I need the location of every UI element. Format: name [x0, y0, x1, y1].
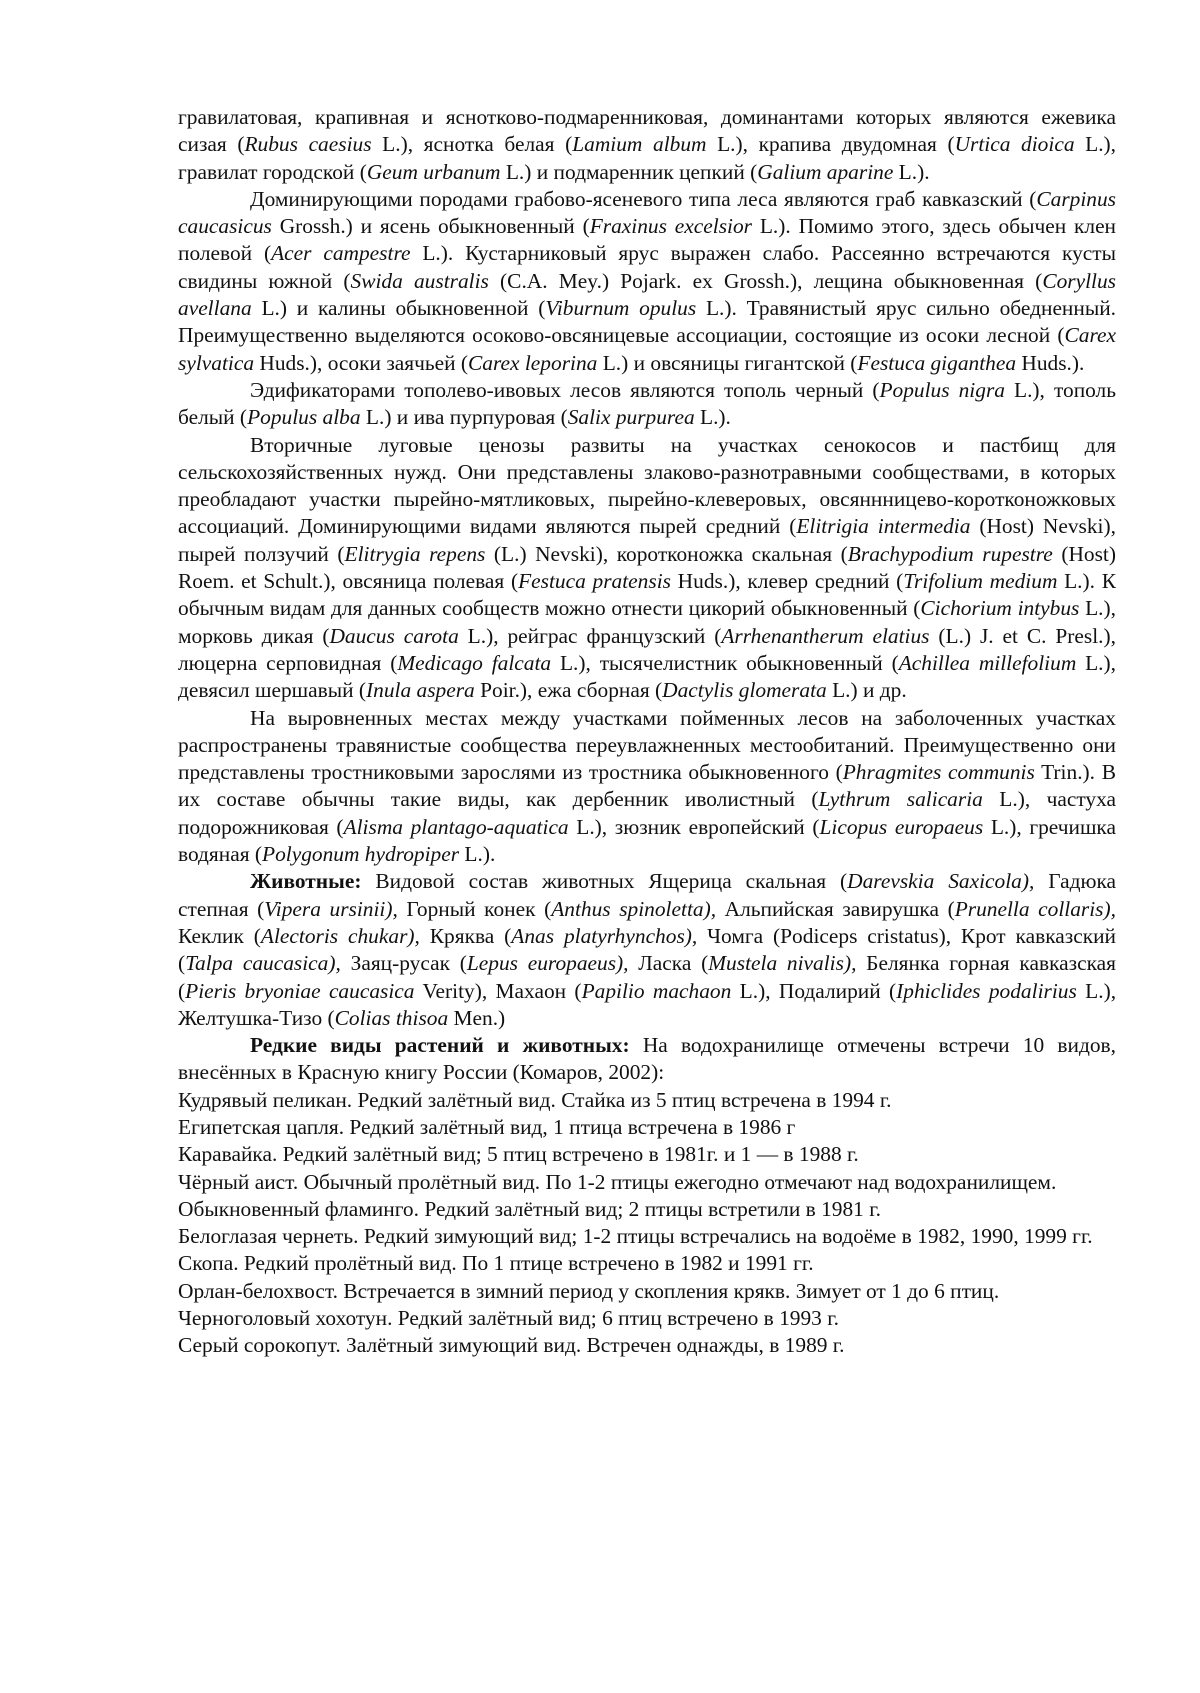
latin-species-name: Galium aparine: [757, 159, 894, 184]
text-run: L.), рейграс французский (: [458, 623, 722, 648]
text-run: L.) и овсяницы гигантской (: [597, 350, 858, 375]
text-run: На водохранилище отмечены встречи 10 видов, внесённых в Красную книгу России (Комаров, 2002):: [178, 1033, 1117, 1085]
paragraph: [178, 868, 1116, 1032]
latin-species-name: Alisma plantago-aquatica: [343, 814, 569, 839]
latin-species-name: Darevskia Saxicola),: [847, 869, 1035, 894]
text-run: L.), Желтушка-Тизо (: [178, 978, 1117, 1030]
text-run: L.). К обычным видам для данных сообществ можно отнести цикорий обыкновенный (: [178, 569, 1116, 621]
text-run: L.), яснотка белая (: [371, 132, 573, 157]
text-run: Доминирующими породами грабово-ясеневого типа леса являются граб кавказский (: [250, 186, 1037, 211]
latin-species-name: Elitrygia repens: [344, 541, 486, 566]
text-run: L.), гравилат городской (: [178, 132, 1117, 184]
section-heading: Редкие виды растений и животных:: [250, 1033, 630, 1058]
species-list-item: Орлан-белохвост. Встречается в зимний период у скопления крякв. Зимует от 1 до 6 птиц.: [178, 1278, 1000, 1303]
latin-species-name: Festuca giganthea: [857, 350, 1017, 375]
latin-species-name: Medicago falcata: [397, 650, 552, 675]
latin-species-name: Urtica dioica: [954, 132, 1075, 157]
text-run: L.), зюзник европейский (: [568, 814, 820, 839]
text-run: L.).: [694, 405, 731, 430]
text-run: L.), девясил шершавый (: [178, 650, 1117, 703]
text-run: L.). Травянистый ярус сильно обедненный. Преимущественно выделяются осоково-овсяницевые ассоциации, состоящие из осоки лесной (: [178, 296, 1116, 348]
latin-species-name: Achillea millefolium: [898, 650, 1077, 675]
text-run: Заяц-русак (: [340, 951, 467, 976]
paragraph: [178, 432, 1116, 705]
species-list-item: Чёрный аист. Обычный пролётный вид. По 1-2 птицы ежегодно отмечают над водохранилищем.: [178, 1169, 1057, 1194]
text-run: Эдификаторами тополево-ивовых лесов являются тополь черный (: [250, 377, 880, 402]
latin-species-name: Vipera ursinii),: [264, 896, 398, 921]
text-run: L.).: [893, 159, 930, 184]
text-run: гравилатовая, крапивная и яснотково-подмаренниковая, доминантами которых являются ежевика сизая (: [178, 105, 1116, 157]
text-run: L.), тысячелистник обыкновенный (: [551, 650, 899, 675]
latin-species-name: Geum urbanum: [366, 159, 501, 184]
species-list-item: Обыкновенный фламинго. Редкий залётный вид; 2 птицы встретили в 1981 г.: [178, 1196, 881, 1221]
text-run: Кеклик (: [178, 923, 261, 948]
species-list-item: Скопа. Редкий пролётный вид. По 1 птице встречено в 1982 и 1991 гг.: [178, 1251, 814, 1276]
latin-species-name: Polygonum hydropiper: [262, 842, 460, 867]
latin-species-name: Iphiclides podalirius: [896, 978, 1077, 1003]
latin-species-name: Alectoris chukar),: [260, 923, 420, 948]
text-run: Huds.), клевер средний (: [670, 569, 904, 594]
latin-species-name: Populus alba: [247, 405, 361, 430]
text-run: Чомга (Podiceps cristatus), Крот кавказский (: [178, 923, 1117, 976]
text-run: Кряква (: [419, 923, 512, 948]
species-list-item: Кудрявый пеликан. Редкий залётный вид. Стайка из 5 птиц встречена в 1994 г.: [178, 1087, 892, 1112]
text-run: Вторичные луговые ценозы развиты на участках сенокосов и пастбищ для сельскохозяйственных нужд. Они представлены злаково-разнотравными сообществами, в которых преобладают участки пырейно-мятликовых, пырейно-клеверовых, овсяннницево-коротконожковых ассоциаций. Доминирующими видами являются пырей средний (: [178, 432, 1116, 539]
paragraph: [178, 104, 1116, 186]
text-run: L.), частуха подорожниковая (: [178, 787, 1117, 839]
text-run: (L.) Nevski), коротконожка скальная (: [485, 541, 848, 566]
text-run: L.), морковь дикая (: [178, 596, 1116, 648]
latin-species-name: Viburnum opulus: [545, 296, 697, 321]
rare-species-list: [178, 1087, 1116, 1360]
text-run: L.). Помимо этого, здесь обычен клен полевой (: [178, 214, 1117, 266]
latin-species-name: Phragmites communis: [842, 760, 1035, 785]
latin-species-name: Rubus caesius: [244, 132, 372, 157]
latin-species-name: Salix purpurea: [567, 405, 695, 430]
latin-species-name: Prunella collaris),: [954, 896, 1116, 921]
body-paragraphs: [178, 104, 1116, 1087]
text-run: L.), тополь белый (: [178, 377, 1116, 430]
latin-species-name: Papilio machaon: [581, 978, 732, 1003]
text-run: Verity), Махаон (: [414, 978, 582, 1003]
text-run: Huds.).: [1016, 350, 1085, 375]
text-run: L.). Кустарниковый ярус выражен слабо. Рассеянно встречаются кусты свидины южной (: [178, 241, 1116, 293]
paragraph: [178, 705, 1116, 869]
latin-species-name: Cichorium intybus: [920, 596, 1080, 621]
text-run: Men.): [448, 1005, 506, 1030]
text-run: Белянка горная кавказская (: [178, 951, 1116, 1003]
text-run: Гадюка степная (: [178, 869, 1117, 921]
latin-species-name: Trifolium medium: [903, 569, 1058, 594]
species-list-item: Каравайка. Редкий залётный вид; 5 птиц встречено в 1981г. и 1 — в 1988 г.: [178, 1142, 859, 1167]
latin-species-name: Swida australis: [350, 268, 489, 293]
species-list-item: Черноголовый хохотун. Редкий залётный вид; 6 птиц встречено в 1993 г.: [178, 1306, 839, 1331]
text-run: L.) и ива пурпуровая (: [360, 405, 568, 430]
latin-species-name: Brachypodium rupestre: [847, 541, 1053, 566]
latin-species-name: Coryllus avellana: [178, 268, 1116, 321]
species-list-item: Египетская цапля. Редкий залётный вид, 1 птица встречена в 1986 г: [178, 1114, 796, 1139]
latin-species-name: Lamium album: [572, 132, 707, 157]
text-run: Ласка (: [628, 951, 709, 976]
text-run: На выровненных местах между участками пойменных лесов на заболоченных участках распространены травянистые сообщества переувлажненных местообитаний. Преимущественно они представлены тростниковыми зарослями из тростника обыкновенного (: [178, 705, 1116, 785]
text-run: (L.) J. et C. Presl.), люцерна серповидная (: [178, 623, 1116, 675]
latin-species-name: Talpa caucasica),: [185, 951, 341, 976]
text-run: Trin.). В их составе обычны такие виды, как дербенник иволистный (: [178, 760, 1116, 812]
latin-species-name: Acer campestre: [271, 241, 411, 266]
latin-species-name: Lythrum salicaria: [818, 787, 983, 812]
latin-species-name: Carex sylvatica: [178, 323, 1116, 375]
latin-species-name: Dactylis glomerata: [662, 678, 827, 703]
latin-species-name: Daucus carota: [329, 623, 459, 648]
latin-species-name: Lepus europaeus),: [466, 951, 629, 976]
text-run: (C.A. Mey.) Pojark. ex Grossh.), лещина обыкновенная (: [488, 268, 1043, 293]
text-run: L.), крапива двудомная (: [706, 132, 955, 157]
text-run: Grossh.) и ясень обыкновенный (: [271, 214, 590, 239]
latin-species-name: Anthus spinoletta),: [551, 896, 717, 921]
text-run: L.), Подалирий (: [731, 978, 897, 1003]
text-run: L.) и калины обыкновенной (: [251, 296, 546, 321]
text-run: Huds.), осоки заячьей (: [254, 350, 469, 375]
latin-species-name: Carex leporina: [468, 350, 598, 375]
latin-species-name: Mustela nivalis),: [708, 951, 857, 976]
species-list-item: Белоглазая чернеть. Редкий зимующий вид; 1-2 птицы встречались на водоёме в 1982, 1990, 1999 гг.: [178, 1224, 1093, 1249]
section-heading: Животные:: [250, 869, 362, 894]
latin-species-name: Arrhenantherum elatius: [721, 623, 930, 648]
latin-species-name: Colias thisoa: [334, 1005, 449, 1030]
paragraph: [178, 1032, 1116, 1087]
text-run: Горный конек (: [397, 896, 552, 921]
latin-species-name: Pieris bryoniae caucasica: [185, 978, 415, 1003]
text-run: Альпийская завирушка (: [716, 896, 955, 921]
latin-species-name: Populus nigra: [879, 377, 1005, 402]
latin-species-name: Festuca pratensis: [518, 569, 671, 594]
paragraph: [178, 186, 1116, 377]
text-run: Видовой состав животных Ящерица скальная (: [361, 869, 848, 894]
text-run: (Host) Roem. et Schult.), овсяница полевая (: [178, 541, 1116, 594]
text-run: L.) и подмаренник цепкий (: [500, 159, 758, 184]
text-run: Poir.), ежа сборная (: [474, 678, 663, 703]
species-list-item: Серый сорокопут. Залётный зимующий вид. Встречен однажды, в 1989 г.: [178, 1333, 845, 1358]
text-run: L.), гречишка водяная (: [178, 814, 1116, 867]
text-run: (Host) Nevski), пырей ползучий (: [178, 514, 1116, 566]
document-page: [178, 104, 1116, 1360]
latin-species-name: Carpinus caucasicus: [178, 186, 1116, 239]
text-run: L.).: [459, 842, 496, 867]
text-run: L.) и др.: [826, 678, 907, 703]
latin-species-name: Fraxinus excelsior: [589, 214, 752, 239]
paragraph: [178, 377, 1116, 432]
latin-species-name: Elitrigia intermedia: [796, 514, 971, 539]
latin-species-name: Inula aspera: [366, 678, 475, 703]
latin-species-name: Anas platyrhynchos),: [511, 923, 698, 948]
latin-species-name: Licopus europaeus: [819, 814, 984, 839]
